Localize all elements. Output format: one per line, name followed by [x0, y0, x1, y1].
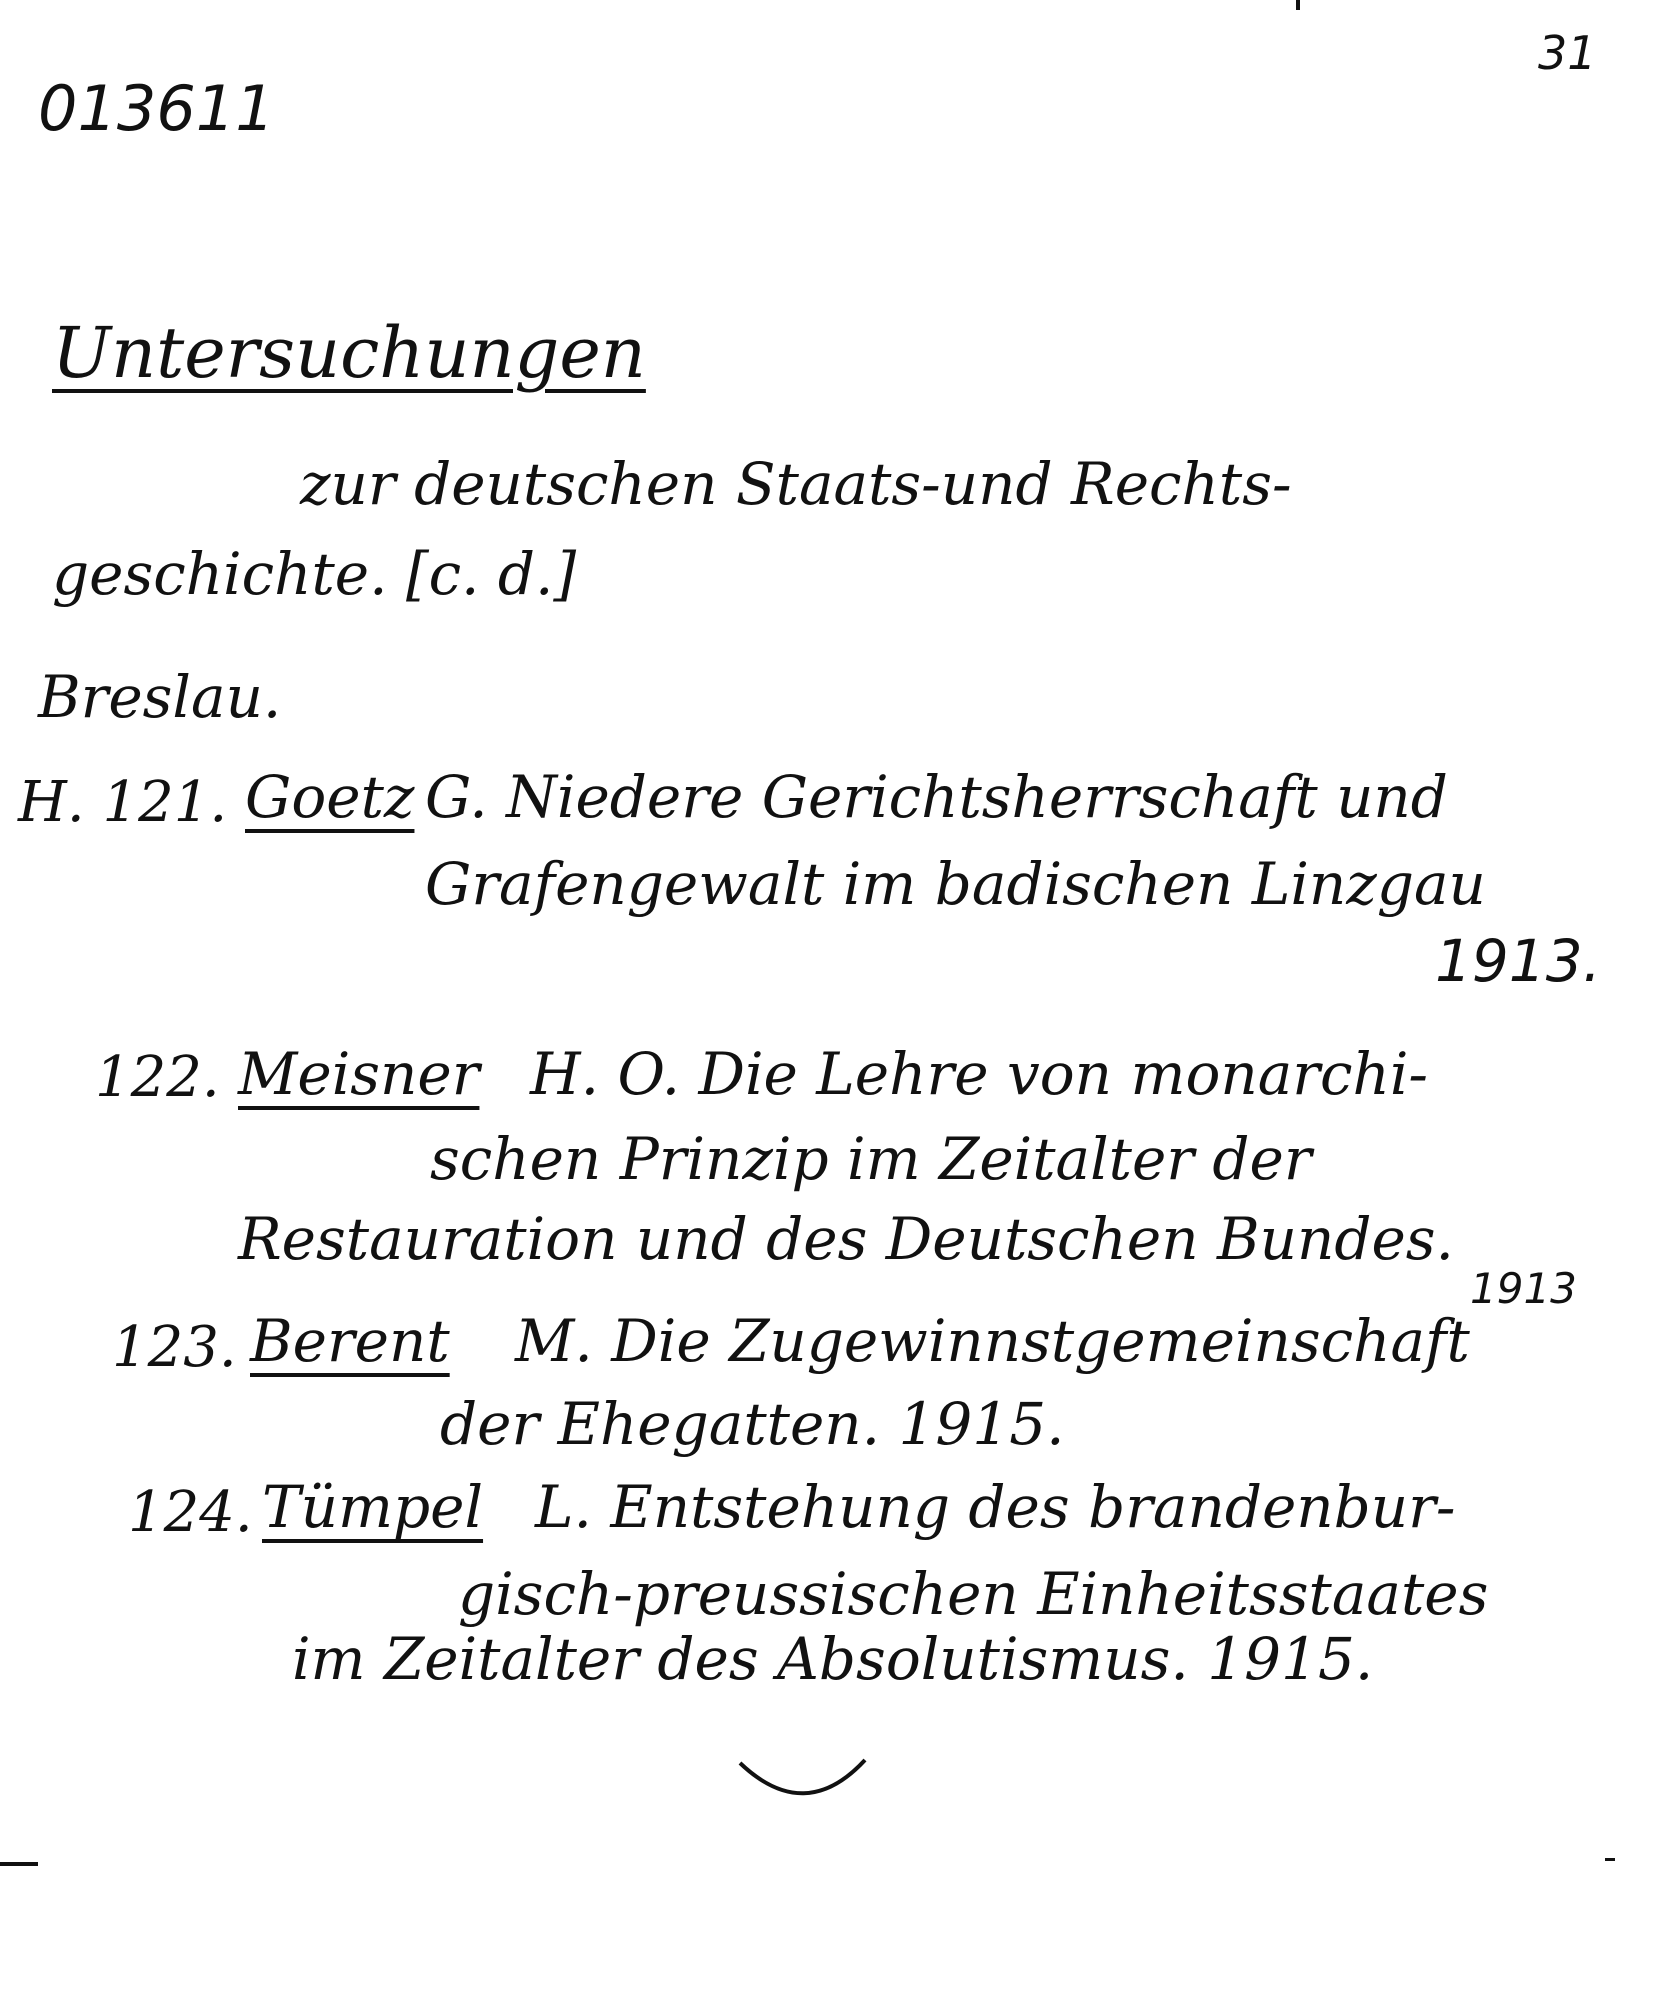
entry-year: 1913 — [1470, 1264, 1577, 1313]
place-of-publication: Breslau. — [38, 663, 282, 731]
page-number: 31 — [1538, 26, 1597, 80]
entry-author: Berent — [250, 1307, 450, 1375]
edge-mark-top — [1296, 0, 1300, 10]
entry-number: 122. — [95, 1045, 220, 1110]
entry-line-2: der Ehegatten. 1915. — [440, 1390, 1065, 1458]
entry-author: Meisner — [238, 1040, 480, 1108]
entry-line-1: G. Niedere Gerichtsherrschaft und — [425, 763, 1448, 831]
catalog-id: 013611 — [38, 72, 275, 145]
subtitle-line-1: zur deutschen Staats-und Rechts- — [300, 450, 1292, 518]
entry-author: Tümpel — [262, 1473, 484, 1541]
edge-mark-left — [0, 1862, 38, 1866]
entry-line-1: H. O. Die Lehre von monarchi- — [530, 1040, 1429, 1108]
entry-author: Goetz — [245, 763, 415, 831]
edge-mark-right — [1605, 1858, 1615, 1861]
entry-number: 124. — [128, 1480, 253, 1545]
entry-line-1: L. Entstehung des brandenbur- — [535, 1473, 1456, 1541]
card-title: Untersuchungen — [52, 312, 646, 394]
entry-line-2: gisch-preussischen Einheitsstaates — [458, 1560, 1489, 1628]
curve-mark — [735, 1755, 875, 1815]
entry-line-1: M. Die Zugewinnstgemeinschaft — [515, 1307, 1470, 1375]
entry-line-3: Restauration und des Deutschen Bundes. — [238, 1205, 1454, 1273]
entry-line-3: im Zeitalter des Absolutismus. 1915. — [292, 1625, 1374, 1693]
entry-number: H. 121. — [18, 770, 228, 835]
subtitle-line-2: geschichte. [c. d.] — [52, 540, 577, 608]
entry-line-2: Grafengewalt im badischen Linzgau — [425, 850, 1486, 918]
entry-number: 123. — [112, 1315, 237, 1380]
entry-year: 1913. — [1435, 927, 1602, 995]
entry-line-2: schen Prinzip im Zeitalter der — [430, 1125, 1312, 1193]
